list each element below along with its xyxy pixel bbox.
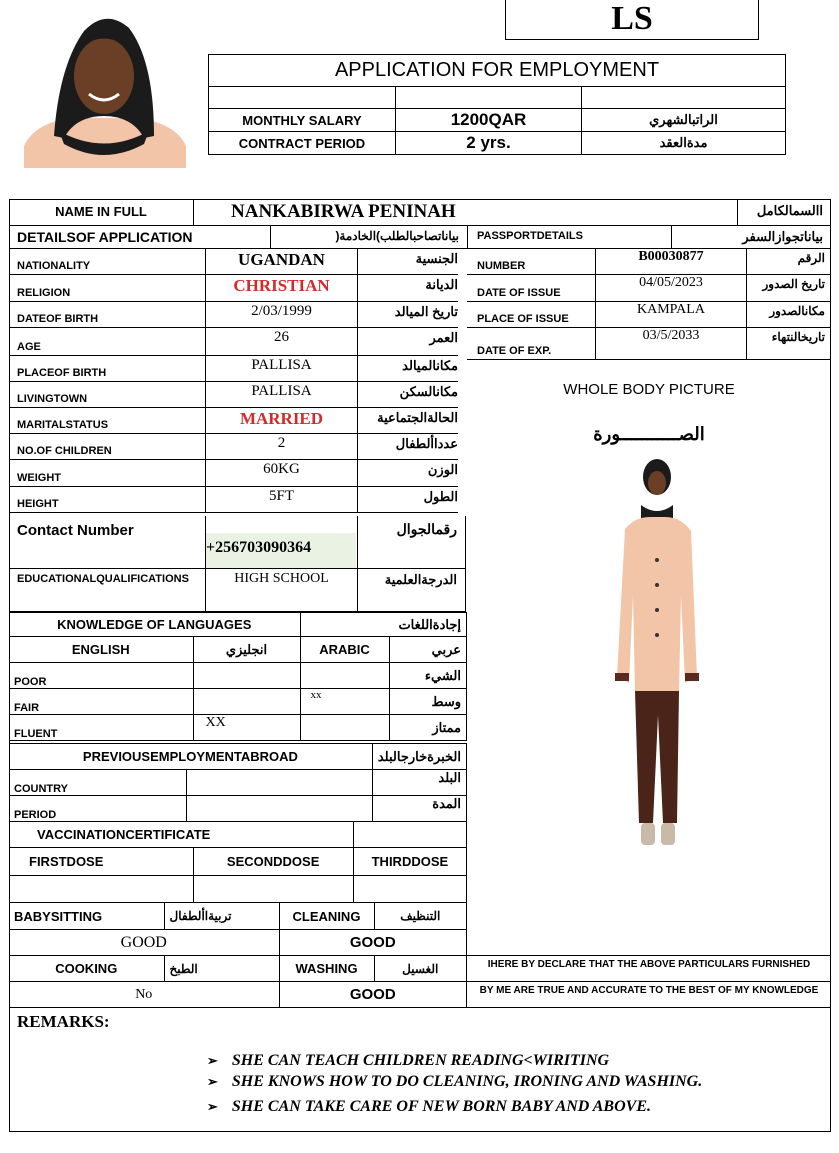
cleaning-label-ar: التنظيف bbox=[374, 903, 467, 930]
language-level-row bbox=[9, 663, 467, 689]
salary-label-ar: الراتبالشهري bbox=[582, 109, 786, 132]
education-label: EDUCATIONALQUALIFICATIONS bbox=[17, 573, 189, 585]
language-level-label: FLUENT bbox=[9, 715, 193, 741]
language-level-label: FAIR bbox=[9, 689, 193, 715]
contract-label-ar: مدةالعقد bbox=[582, 132, 786, 155]
passport-row bbox=[467, 302, 831, 328]
previous-title-ar: الخبرةخارجالبلد bbox=[372, 744, 466, 770]
remarks-box bbox=[9, 1007, 831, 1132]
languages-title-ar: إجادةاللغات bbox=[300, 613, 467, 637]
detail-value: 2 bbox=[277, 435, 286, 451]
detail-row bbox=[9, 487, 458, 513]
detail-label: LIVINGTOWN bbox=[17, 393, 88, 405]
cleaning-value: GOOD bbox=[279, 930, 467, 956]
detail-label-ar: تاريخ الميالد bbox=[394, 304, 458, 319]
arabic-level-mark bbox=[300, 715, 389, 741]
bullet-icon: ➢ bbox=[207, 1074, 218, 1089]
passport-title: PASSPORTDETAILS bbox=[477, 230, 583, 242]
detail-row bbox=[9, 434, 458, 460]
babysitting-label: BABYSITTING bbox=[9, 903, 164, 930]
contract-value: 2 yrs. bbox=[396, 132, 582, 155]
portrait-photo bbox=[14, 6, 194, 168]
detail-value: PALLISA bbox=[251, 383, 312, 399]
english-level-mark bbox=[193, 663, 300, 689]
language-level-label-ar: الشيء bbox=[389, 663, 467, 689]
arabic-level-mark bbox=[300, 663, 389, 689]
language-level-label-ar: وسط bbox=[389, 689, 467, 715]
passport-value: B00030877 bbox=[638, 249, 704, 264]
previous-title: PREVIOUSEMPLOYMENTABROAD bbox=[9, 744, 372, 770]
detail-label: NO.OF CHILDREN bbox=[17, 445, 112, 457]
declaration-line1: IHERE BY DECLARE THAT THE ABOVE PARTICULARS FURNISHED bbox=[487, 959, 811, 970]
passport-label: DATE OF EXP. bbox=[477, 345, 552, 357]
cooking-value: No bbox=[9, 982, 279, 1008]
bullet-icon: ➢ bbox=[207, 1053, 218, 1068]
passport-label: PLACE OF ISSUE bbox=[477, 313, 569, 325]
cleaning-label: CLEANING bbox=[279, 903, 374, 930]
bullet-icon: ➢ bbox=[207, 1099, 218, 1114]
detail-label-ar: العمر bbox=[429, 330, 458, 345]
language-level-label: POOR bbox=[9, 663, 193, 689]
details-title: DETAILSOF APPLICATION bbox=[17, 229, 193, 245]
whole-body-photo bbox=[605, 455, 705, 855]
skills-table bbox=[9, 902, 467, 1008]
detail-value: UGANDAN bbox=[238, 250, 325, 269]
contact-label-ar: رقمالجوال bbox=[396, 521, 457, 537]
detail-label-ar: مكانالميالد bbox=[402, 358, 458, 373]
english-level-mark: XX bbox=[193, 715, 300, 741]
languages-title: KNOWLEDGE OF LANGUAGES bbox=[9, 613, 300, 637]
passport-row bbox=[467, 328, 831, 360]
remark-text: SHE CAN TEACH CHILDREN READING<WIRITING bbox=[231, 1052, 610, 1069]
salary-value: 1200QAR bbox=[396, 109, 582, 132]
passport-row bbox=[467, 249, 831, 275]
code-text: LS bbox=[611, 0, 653, 37]
details-title-ar: بياناتصاحبالطلب)الخادمة( bbox=[335, 229, 459, 243]
detail-row bbox=[9, 328, 458, 356]
education-value: HIGH SCHOOL bbox=[234, 571, 329, 586]
detail-value: 2/03/1999 bbox=[251, 303, 312, 319]
vaccination-title: VACCINATIONCERTIFICATE bbox=[9, 822, 353, 848]
detail-row bbox=[9, 302, 458, 328]
babysitting-value: GOOD bbox=[9, 930, 279, 956]
passport-title-ar: بياناتجوازالسفر bbox=[742, 229, 823, 244]
detail-label: DATEOF BIRTH bbox=[17, 313, 99, 325]
remark-item bbox=[207, 1098, 702, 1119]
washing-label-ar: الغسيل bbox=[374, 956, 467, 982]
detail-label-ar: الوزن bbox=[427, 462, 458, 477]
detail-label-ar: الجنسية bbox=[415, 251, 458, 266]
name-row bbox=[9, 199, 831, 226]
english-header-ar: انجليزي bbox=[193, 637, 300, 663]
language-level-label-ar: ممتاز bbox=[389, 715, 467, 741]
detail-value: MARRIED bbox=[239, 409, 324, 428]
detail-value: CHRISTIAN bbox=[233, 276, 330, 295]
passport-label-ar: مكانالصدور bbox=[769, 304, 825, 318]
detail-value: 5FT bbox=[268, 488, 294, 504]
third-dose-label: THIRDDOSE bbox=[353, 848, 466, 876]
whole-body-title-ar: الصـــــــــــورة bbox=[593, 424, 705, 444]
remark-item bbox=[207, 1073, 702, 1098]
detail-row bbox=[9, 249, 458, 275]
remark-text: SHE CAN TAKE CARE OF NEW BORN BABY AND ABOVE. bbox=[231, 1098, 651, 1115]
contact-value: +256703090364 bbox=[206, 533, 356, 568]
name-label-ar: االسمالكامل bbox=[756, 203, 823, 218]
contract-label: CONTRACT PERIOD bbox=[209, 132, 396, 155]
detail-label-ar: الحالةالجتماعية bbox=[377, 410, 458, 425]
detail-label-ar: الطول bbox=[423, 489, 458, 504]
detail-label: MARITALSTATUS bbox=[17, 419, 109, 431]
country-label-ar: البلد bbox=[372, 770, 466, 796]
detail-row bbox=[9, 275, 458, 302]
languages-table bbox=[9, 612, 467, 741]
passport-label: NUMBER bbox=[477, 260, 526, 272]
cooking-label: COOKING bbox=[9, 956, 164, 982]
declaration-box bbox=[467, 955, 831, 1007]
detail-label-ar: عدداألطفال bbox=[395, 436, 458, 451]
page-title: APPLICATION FOR EMPLOYMENT bbox=[209, 55, 786, 87]
remarks-list bbox=[207, 1052, 702, 1119]
detail-label: WEIGHT bbox=[17, 472, 61, 484]
first-dose-label: FIRSTDOSE bbox=[9, 848, 193, 876]
passport-label: DATE OF ISSUE bbox=[477, 287, 561, 299]
declaration-line2: BY ME ARE TRUE AND ACCURATE TO THE BEST OF MY KNOWLEDGE bbox=[479, 985, 819, 996]
detail-label: NATIONALITY bbox=[17, 260, 91, 272]
english-level-mark bbox=[193, 689, 300, 715]
code-box bbox=[505, 0, 759, 40]
education-row bbox=[9, 569, 466, 612]
remarks-title: REMARKS: bbox=[17, 1012, 110, 1031]
detail-row bbox=[9, 460, 458, 487]
detail-value: PALLISA bbox=[251, 357, 312, 373]
detail-label: HEIGHT bbox=[17, 498, 59, 510]
washing-value: GOOD bbox=[279, 982, 467, 1008]
salary-label: MONTHLY SALARY bbox=[209, 109, 396, 132]
passport-label-ar: الرقم bbox=[797, 251, 825, 265]
english-header: ENGLISH bbox=[9, 637, 193, 663]
contact-row bbox=[9, 516, 466, 569]
passport-rows bbox=[467, 249, 831, 360]
details-rows bbox=[9, 249, 458, 513]
detail-label: RELIGION bbox=[17, 287, 71, 299]
detail-value: 60KG bbox=[263, 461, 300, 477]
detail-label: PLACEOF BIRTH bbox=[17, 367, 107, 379]
detail-value: 26 bbox=[274, 329, 289, 345]
passport-label-ar: تاريخ الصدور bbox=[762, 277, 825, 291]
period-label: PERIOD bbox=[9, 796, 186, 822]
name-label: NAME IN FULL bbox=[55, 204, 147, 219]
language-level-row bbox=[9, 715, 467, 741]
detail-label: AGE bbox=[17, 341, 41, 353]
header-table bbox=[208, 54, 786, 155]
period-label-ar: المدة bbox=[372, 796, 466, 822]
detail-label-ar: مكانالسكن bbox=[399, 384, 458, 399]
education-label-ar: الدرجةالعلمية bbox=[384, 572, 457, 587]
passport-value: 04/05/2023 bbox=[639, 275, 703, 290]
details-header-row bbox=[9, 226, 831, 249]
whole-body-title: WHOLE BODY PICTURE bbox=[563, 381, 735, 398]
arabic-header-ar: عربي bbox=[389, 637, 467, 663]
washing-label: WASHING bbox=[279, 956, 374, 982]
arabic-header: ARABIC bbox=[300, 637, 389, 663]
previous-table bbox=[9, 743, 467, 822]
arabic-level-mark: xx bbox=[300, 689, 389, 715]
passport-value: 03/5/2033 bbox=[642, 328, 700, 343]
passport-value: KAMPALA bbox=[637, 302, 705, 317]
second-dose-label: SECONDDOSE bbox=[193, 848, 353, 876]
language-level-row bbox=[9, 689, 467, 715]
contact-label: Contact Number bbox=[17, 522, 134, 539]
name-value: NANKABIRWA PENINAH bbox=[231, 201, 456, 222]
detail-label-ar: الديانة bbox=[425, 277, 458, 292]
detail-row bbox=[9, 356, 458, 382]
vaccination-table bbox=[9, 821, 467, 903]
passport-row bbox=[467, 275, 831, 302]
cooking-label-ar: الطبخ bbox=[164, 956, 279, 982]
country-label: COUNTRY bbox=[9, 770, 186, 796]
babysitting-label-ar: تربيةاألطفال bbox=[164, 903, 279, 930]
detail-row bbox=[9, 408, 458, 434]
passport-label-ar: تاريخالنتهاء bbox=[771, 330, 825, 344]
detail-row bbox=[9, 382, 458, 408]
remark-item bbox=[207, 1052, 702, 1073]
remark-text: SHE KNOWS HOW TO DO CLEANING, IRONING AND WASHING. bbox=[231, 1073, 703, 1090]
